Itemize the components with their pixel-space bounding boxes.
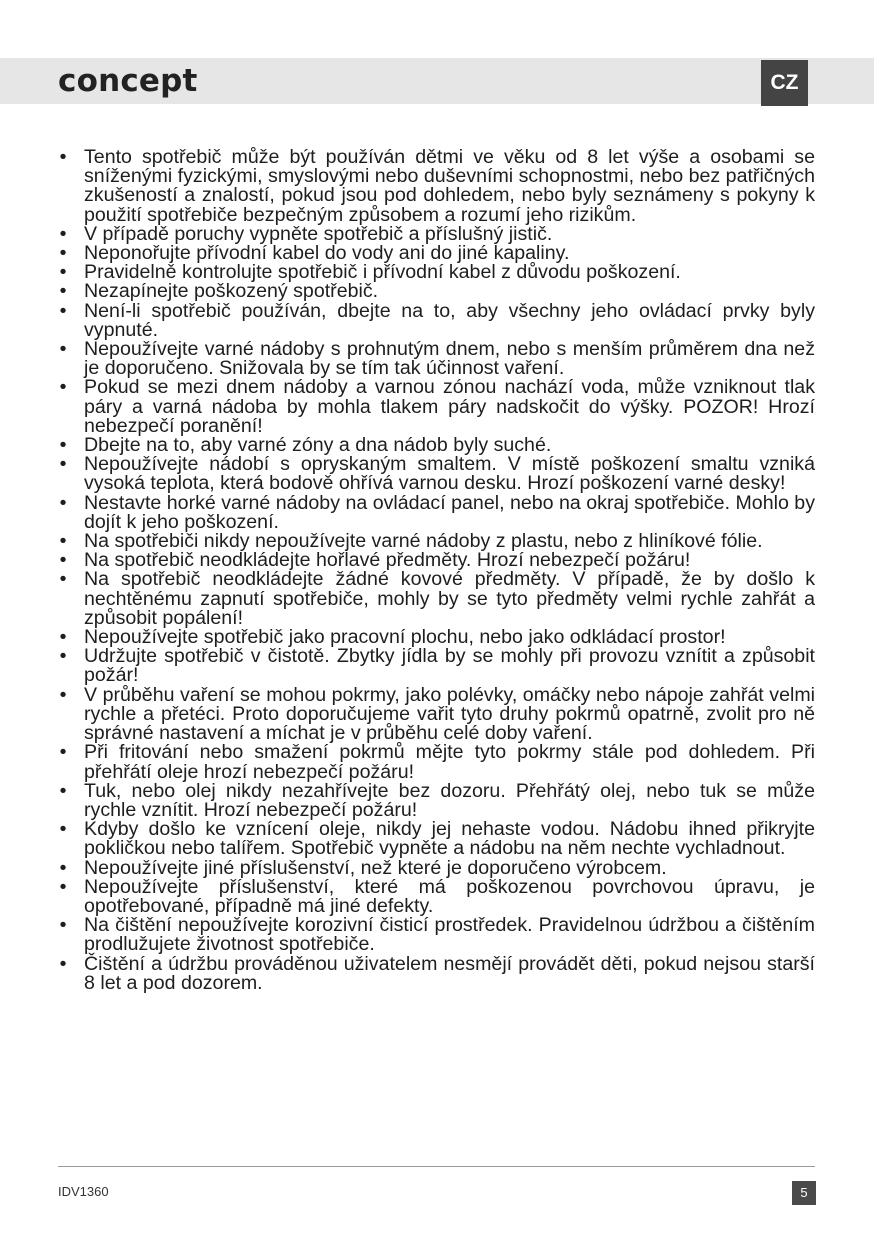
language-badge: CZ: [761, 60, 808, 106]
list-item-text: Udržujte spotřebič v čistotě. Zbytky jídla by se mohly při provozu vznítit a způsobit požár!: [84, 645, 815, 687]
bullet-icon: •: [59, 914, 67, 937]
list-item-text: Pokud se mezi dnem nádoby a varnou zónou nachází voda, může vzniknout tlak páry a varná nádoba by mohla tlakem páry nadskočit do výšky. POZOR! Hrozí nebezpečí poranění!: [84, 376, 815, 437]
bullet-icon: •: [59, 453, 67, 476]
bullet-icon: •: [59, 741, 67, 764]
bullet-icon: •: [59, 530, 67, 553]
list-item-text: Tuk, nebo olej nikdy nezahřívejte bez dozoru. Přehřátý olej, nebo tuk se může rychle vznítit. Hrozí nebezpečí požáru!: [84, 779, 815, 821]
bullet-list: [58, 148, 815, 993]
list-item: [58, 820, 815, 858]
model-number: IDV1360: [58, 1184, 109, 1199]
bullet-icon: •: [59, 261, 67, 284]
list-item: [58, 148, 815, 225]
list-item-text: Dbejte na to, aby varné zóny a dna nádob byly suché.: [84, 434, 552, 457]
list-item: [58, 299, 815, 341]
list-item: [58, 455, 815, 493]
list-item: [58, 743, 815, 781]
list-item-text: Tento spotřebič může být používán dětmi ve věku od 8 let výše a osobami se sníženými fyzickými, smyslovými nebo duševními schopnostmi, nebo bez patřičných zkušeností a znalostí, pokud jsou pod dohledem, nebo byly seznámeny s pokyny k použití spotřebiče bezpečným způsobem a rozumí jeho rizikům.: [84, 146, 815, 226]
list-item: [58, 491, 815, 533]
list-item: [58, 779, 815, 821]
bullet-icon: •: [59, 568, 67, 591]
list-item-text: Nepoužívejte spotřebič jako pracovní plochu, nebo jako odkládací prostor!: [84, 626, 726, 649]
list-item: [58, 916, 815, 954]
list-item-text: Kdyby došlo ke vznícení oleje, nikdy jej nehaste vodou. Nádobu ihned přikryjte pokličkou nebo talířem. Spotřebič vypněte a nádobu na něm nechte vychladnout.: [84, 818, 815, 860]
list-item: [58, 952, 815, 994]
bullet-icon: •: [59, 683, 67, 706]
bullet-icon: •: [59, 434, 67, 457]
list-item: [58, 683, 815, 745]
bullet-icon: •: [59, 280, 67, 303]
bullet-icon: •: [59, 299, 67, 322]
list-item-text: V průběhu vaření se mohou pokrmy, jako polévky, omáčky nebo nápoje zahřát velmi rychle a přetéci. Proto doporučujeme vařit tyto druhy pokrmů opatrně, zvolit pro ně správné nastavení a míchat je v průběhu celé doby vaření.: [84, 683, 815, 745]
bullet-icon: •: [59, 376, 67, 399]
footer-divider: [58, 1166, 815, 1167]
list-item-text: V případě poruchy vypněte spotřebič a příslušný jistič.: [84, 222, 553, 245]
list-item-text: Nestavte horké varné nádoby na ovládací panel, nebo na okraj spotřebiče. Mohlo by dojít k jeho poškození.: [84, 491, 815, 533]
bullet-icon: •: [59, 856, 67, 879]
bullet-icon: •: [59, 779, 67, 802]
bullet-icon: •: [59, 875, 67, 898]
bullet-icon: •: [59, 952, 67, 975]
list-item-text: Nezapínejte poškozený spotřebič.: [84, 280, 379, 303]
bullet-icon: •: [59, 549, 67, 572]
list-item-text: Na čištění nepoužívejte korozivní čisticí prostředek. Pravidelnou údržbou a čištěním prodlužujete životnost spotřebiče.: [84, 914, 815, 956]
list-item: [58, 647, 815, 685]
list-item-text: Na spotřebiči nikdy nepoužívejte varné nádoby z plastu, nebo z hliníkové fólie.: [84, 530, 763, 553]
list-item: [58, 570, 815, 628]
brand-logo: concept: [58, 63, 198, 99]
bullet-icon: •: [59, 222, 67, 245]
bullet-icon: •: [59, 818, 67, 841]
list-item: [58, 875, 815, 917]
bullet-icon: •: [59, 491, 67, 514]
list-item: [58, 340, 815, 378]
list-item: [58, 378, 815, 436]
bullet-icon: •: [59, 242, 67, 265]
bullet-icon: •: [59, 338, 67, 361]
list-item-text: Neponořujte přívodní kabel do vody ani do jiné kapaliny.: [84, 242, 570, 265]
list-item-text: Pravidelně kontrolujte spotřebič i přívodní kabel z důvodu poškození.: [84, 261, 681, 284]
list-item-text: Nepoužívejte příslušenství, které má poškozenou povrchovou úpravu, je opotřebované, případně má jiné defekty.: [84, 875, 815, 917]
list-item-text: Nepoužívejte varné nádoby s prohnutým dnem, nebo s menším průměrem dna než je doporučeno. Snižovala by se tím tak účinnost vaření.: [84, 338, 815, 380]
safety-instructions: [58, 148, 815, 993]
bullet-icon: •: [59, 645, 67, 668]
list-item-text: Není-li spotřebič používán, dbejte na to, aby všechny jeho ovládací prvky byly vypnuté.: [84, 299, 815, 341]
list-item-text: Nepoužívejte jiné příslušenství, než které je doporučeno výrobcem.: [84, 856, 667, 879]
list-item-text: Na spotřebič neodkládejte žádné kovové předměty. V případě, že by došlo k nechtěnému zapnutí spotřebiče, mohly by se tyto předměty velmi rychle zahřát a způsobit popálení!: [84, 568, 815, 629]
page-number: 5: [792, 1181, 816, 1205]
list-item-text: Při fritování nebo smažení pokrmů mějte tyto pokrmy stále pod dohledem. Při přehřátí oleje hrozí nebezpečí požáru!: [84, 741, 815, 783]
bullet-icon: •: [59, 626, 67, 649]
bullet-icon: •: [59, 146, 67, 168]
list-item-text: Na spotřebič neodkládejte hořlavé předměty. Hrozí nebezpečí požáru!: [84, 549, 691, 572]
list-item-text: Nepoužívejte nádobí s opryskaným smaltem. V místě poškození smaltu vzniká vysoká teplota, která bodově ohřívá varnou desku. Hrozí poškození varné desky!: [84, 453, 815, 495]
list-item-text: Čištění a údržbu prováděnou uživatelem nesmějí provádět děti, pokud nejsou starší 8 let a pod dozorem.: [84, 952, 815, 994]
